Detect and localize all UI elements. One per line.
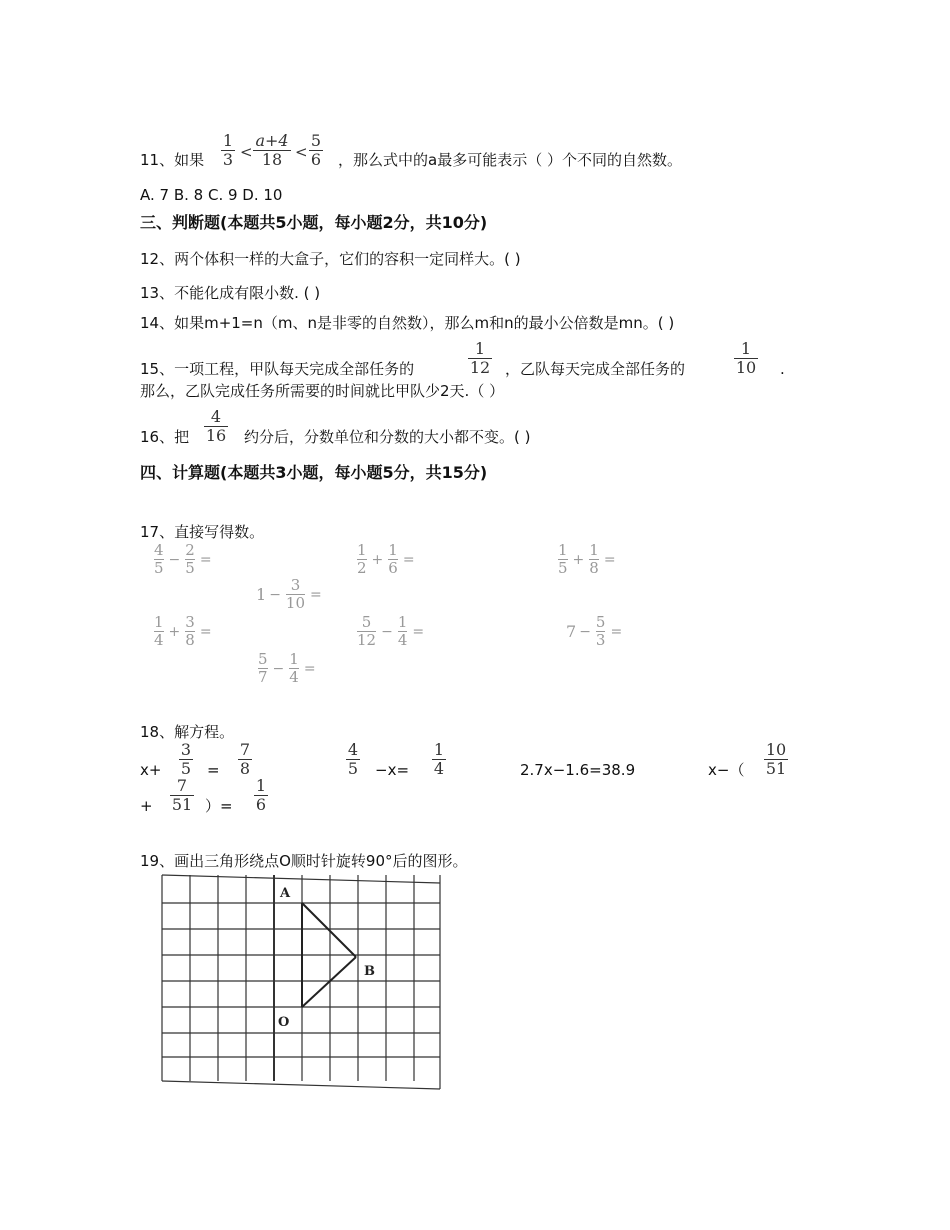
q16-suffix: 约分后，分数单位和分数的大小都不变。( ) [244,428,531,446]
q14: 14、如果m+1=n（m、n是非零的自然数），那么m和n的最小公倍数是mn。( ) [140,314,675,332]
rotation-grid [160,873,445,1097]
q11-fraction-1: 1 3 [222,131,234,169]
q18-eq4-line2-pre: + [140,797,153,815]
q16-prefix: 16、把 [140,428,190,446]
q17-item-5: 1 4 + 3 8 = [154,613,212,649]
q18-eq2-mid: −x= [375,761,410,779]
q19-title: 19、画出三角形绕点O顺时针旋转90°后的图形。 [140,852,468,870]
q11-options: A. 7 B. 8 C. 9 D. 10 [140,186,283,204]
q18-eq4-fraction-2: 7 51 [171,776,193,814]
q11-prefix: 11、如果 [140,151,205,169]
q18-eq4-line2-mid: ）= [205,797,233,815]
q18-eq2-fraction-2: 1 4 [433,740,445,778]
q17-item-8: 5 7 − 1 4 = [258,650,316,686]
q12: 12、两个体积一样的大盒子，它们的容积一定同样大。( ) [140,250,521,268]
q17-item-1: 4 5 − 2 5 = [154,541,212,577]
q18-eq2-fraction-1: 4 5 [347,740,359,778]
q17-item-7: 7 − 5 3 = [566,613,623,649]
q11-lt-2: < [295,143,308,161]
q15-line2: 那么，乙队完成任务所需要的时间就比甲队少2天.（ ） [140,382,505,400]
q17-title: 17、直接写得数。 [140,523,265,541]
point-a-label: A [280,886,291,901]
q11-lt-1: < [240,143,253,161]
q18-eq4-pre: x−（ [708,761,745,779]
q17-item-4: 1 − 3 10 = [256,576,322,612]
q18-title: 18、解方程。 [140,723,235,741]
section-4-heading: 四、计算题(本题共3小题，每小题5分，共15分) [140,463,488,482]
q17-item-3: 1 5 + 1 8 = [558,541,616,577]
grid-svg [160,873,445,1093]
q18-eq4-fraction-3: 1 6 [255,776,267,814]
q18-eq1-fraction-2: 7 8 [239,740,251,778]
q13: 13、不能化成有限小数. ( ) [140,284,321,302]
q18-eq3: 2.7x−1.6=38.9 [520,761,636,779]
q18-eq1-mid: = [207,761,220,779]
q15-fraction-1: 1 12 [469,339,491,377]
q11-suffix: ，那么式中的a最多可能表示（ ）个不同的自然数。 [338,151,682,169]
section-3-heading: 三、判断题(本题共5小题，每小题2分，共10分) [140,213,488,232]
q15-part3: . [780,360,785,378]
point-b-label: B [364,964,375,979]
q17-item-2: 1 2 + 1 6 = [357,541,415,577]
q16-fraction: 4 16 [205,407,227,445]
q17-item-6: 5 12 − 1 4 = [357,613,425,649]
q15-fraction-2: 1 10 [735,339,757,377]
q18-eq1-fraction-1: 3 5 [180,740,192,778]
point-o-label: O [278,1015,290,1030]
q15-part1: 15、一项工程，甲队每天完成全部任务的 [140,360,415,378]
q11-fraction-3: 5 6 [310,131,322,169]
q18-eq4-fraction-1: 10 51 [765,740,787,778]
q11-fraction-2: a+4 18 [253,133,291,168]
q15-part2: ，乙队每天完成全部任务的 [505,360,686,378]
q18-eq1-pre: x+ [140,761,162,779]
